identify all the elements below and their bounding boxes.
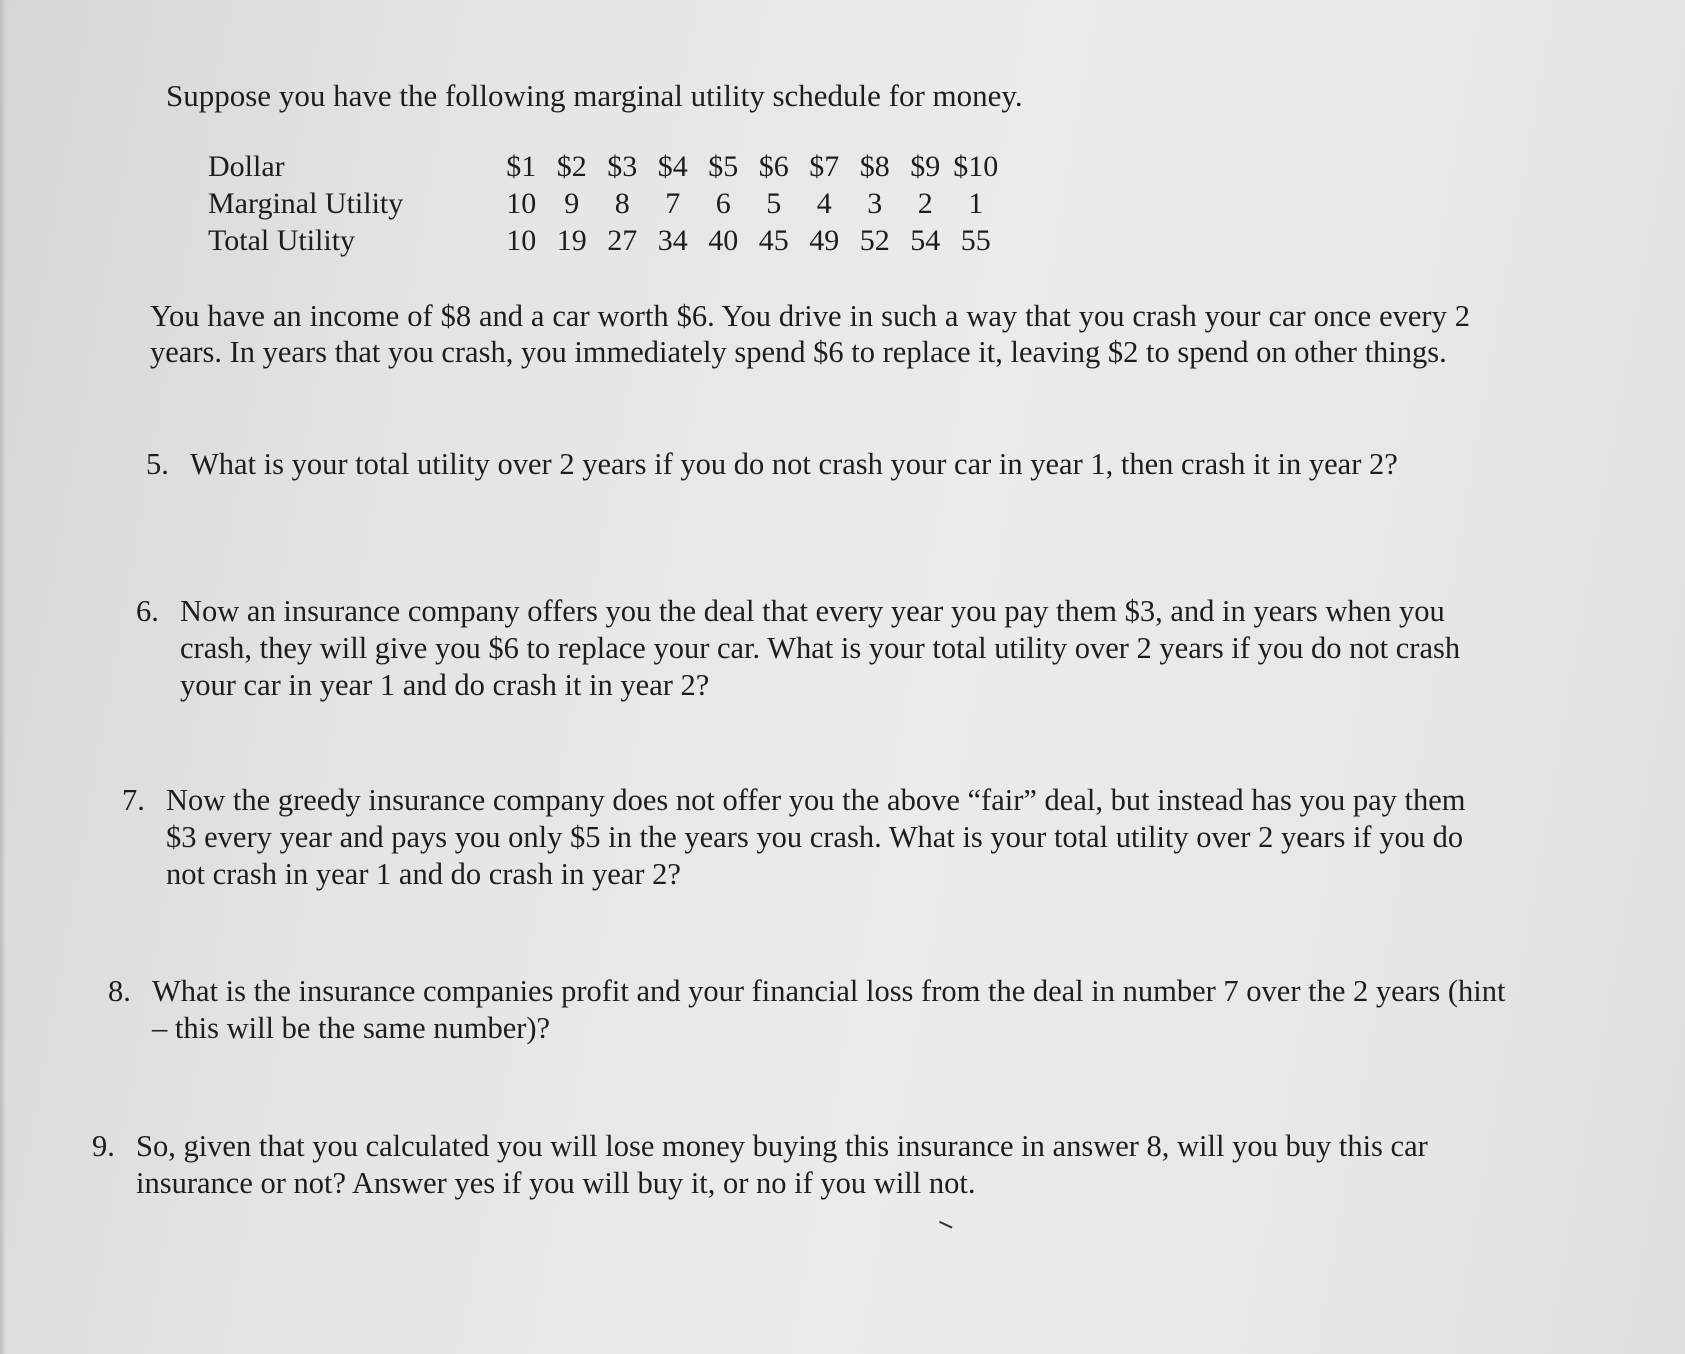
table-cell: 1 — [968, 187, 984, 220]
table-cell: $3 — [607, 150, 638, 183]
table-cell: $7 — [809, 150, 840, 183]
table-cell: 2 — [917, 187, 933, 220]
question-number: 7. — [122, 783, 145, 817]
utility-schedule-table — [208, 148, 1001, 259]
table-cell: $6 — [758, 150, 789, 183]
table-cell: 54 — [910, 224, 941, 257]
question-text: Now an insurance company offers you the deal that every year you pay them $3, and in years when you crash, they will give you $6 to replace your car. What is your total utility over 2 years if you do not crash your car in year 1 and do crash it in year 2? — [180, 594, 1461, 702]
pen-mark — [939, 1215, 955, 1228]
table-cell: 10 — [506, 224, 537, 257]
question-6 — [136, 593, 1476, 704]
table-cell: $8 — [859, 150, 890, 183]
table-cell: $10 — [953, 150, 999, 183]
table-cell: 7 — [665, 187, 681, 220]
table-cell: $2 — [556, 150, 587, 183]
table-cell: $4 — [657, 150, 688, 183]
table-cell: 40 — [708, 224, 739, 257]
question-text: What is the insurance companies profit and your financial loss from the deal in number 7 over the 2 years (hint – this will be the same number)? — [152, 974, 1506, 1045]
table-cell: $9 — [910, 150, 941, 183]
question-number: 5. — [146, 447, 169, 481]
table-cell: 4 — [816, 187, 832, 220]
question-text: Now the greedy insurance company does not offer you the above “fair” deal, but instead has you pay them $3 every year and pays you only $5 in the years you crash. What is your total utility over 2 years if you do not crash in year 1 and do crash in year 2? — [166, 783, 1466, 891]
marginal-utility-row — [208, 185, 1001, 222]
table-cell: $5 — [708, 150, 739, 183]
row-label: Dollar — [208, 150, 285, 183]
question-text: What is your total utility over 2 years if you do not crash your car in year 1, then crash it in year 2? — [190, 447, 1398, 481]
table-cell: 6 — [715, 187, 731, 220]
table-cell: $1 — [506, 150, 537, 183]
table-cell: 8 — [614, 187, 630, 220]
question-9 — [92, 1128, 1512, 1202]
question-8 — [108, 973, 1508, 1047]
question-number: 8. — [108, 974, 131, 1008]
table-cell: 5 — [766, 187, 782, 220]
table-cell: 49 — [809, 224, 840, 257]
table-cell: 55 — [960, 224, 991, 257]
total-utility-row — [208, 222, 1001, 259]
table-cell: 9 — [564, 187, 580, 220]
question-5 — [146, 446, 1456, 483]
table-cell: 3 — [867, 187, 883, 220]
scenario-paragraph: You have an income of $8 and a car worth $6. You drive in such a way that you crash your car once every 2 years. In years that you crash, you immediately spend $6 to replace it, leaving $2 to spend on other things. — [150, 299, 1470, 369]
table-cell: 27 — [607, 224, 638, 257]
table-cell: 10 — [506, 187, 537, 220]
question-text: So, given that you calculated you will lose money buying this insurance in answer 8, will you buy this car insurance or not? Answer yes if you will buy it, or no if you will not. — [136, 1129, 1428, 1200]
question-7 — [122, 782, 1472, 893]
table-cell: 19 — [556, 224, 587, 257]
row-label: Marginal Utility — [208, 187, 404, 220]
dollar-row — [208, 148, 1001, 185]
table-cell: 34 — [657, 224, 688, 257]
table-cell: 45 — [758, 224, 789, 257]
question-number: 6. — [136, 594, 159, 628]
question-number: 9. — [92, 1129, 115, 1163]
intro-text: Suppose you have the following marginal utility schedule for money. — [166, 78, 1023, 113]
table-cell: 52 — [859, 224, 890, 257]
row-label: Total Utility — [208, 224, 356, 257]
